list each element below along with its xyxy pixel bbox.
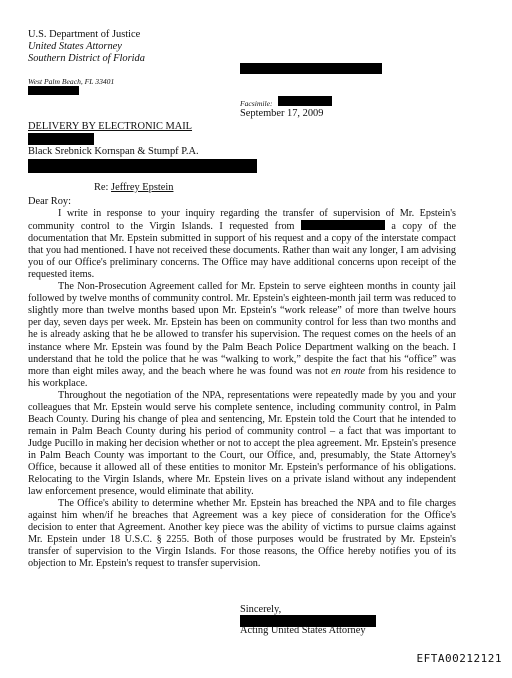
- letterhead-district: Southern District of Florida: [28, 53, 145, 64]
- redaction-block: [28, 159, 257, 173]
- letterhead-office: United States Attorney: [28, 41, 122, 52]
- paragraph-3: Throughout the negotiation of the NPA, representations were repeatedly made by you and your colleagues that Mr. Epstein would serve his complete sentence, including community control, in Palm Beach County. During his change of plea and sentencing, Mr. Epstein told the Court that he intended to remain in Palm Beach County during his period of community control – a fact that was important to Judge Pucillo in making her decision whether or not to accept the plea agreement. Mr. Epstein's presence in Palm Beach County was important to the Court, our Office, and, presumably, the State Attorney's Office, because it allowed all of these entities to monitor Mr. Epstein's performance of his obligations. Relocating to the Virgin Islands, where Mr. Epstein lives on a private island without any independent law enforcement presence, would eliminate that ability.: [28, 389, 456, 498]
- paragraph-4: The Office's ability to determine whether Mr. Epstein has breached the NPA and to file charges against him when/if he breaches that Agreement was a key piece of consideration for the Office's decision to enter that Agreement. Another key piece was the ability of victims to pursue claims against Mr. Epstein under 18 U.S.C. § 2255. Both of those purposes would be frustrated by Mr. Epstein's transfer of supervision to the Virgin Islands. For those reasons, the Office hereby notifies you of its objection to Mr. Epstein's request to transfer supervision.: [28, 498, 456, 570]
- re-subject: Jeffrey Epstein: [111, 182, 174, 193]
- facsimile-label: Facsimile:: [240, 99, 273, 108]
- letterhead-address: West Palm Beach, FL 33401: [28, 77, 115, 86]
- document-id: EFTA00212121: [416, 652, 502, 665]
- paragraph-1: [28, 208, 456, 281]
- redaction-block: [28, 86, 79, 95]
- paragraph-1-text-b: a copy of the documentation that Mr. Epstein submitted in support of his request and a copy of the interstate compact that you had mentioned. I have not received these documents. Rather than wait any longer, I am advising you of our Office's preliminary concerns. The Office may have additional concerns upon receipt of the requested items.: [28, 221, 456, 281]
- paragraph-1-text-a: I write in response to your inquiry regarding the transfer of supervision of Mr. Epstein's community control to the Virgin Islands. I requested from: [28, 208, 456, 233]
- letter-date: September 17, 2009: [240, 108, 324, 119]
- re-line: [94, 182, 173, 194]
- signature-title: Acting United States Attorney: [240, 625, 366, 636]
- redaction-block: [28, 133, 94, 145]
- redaction-block: [240, 63, 382, 74]
- paragraph-2-text: The Non-Prosecution Agreement called for Mr. Epstein to serve eighteen months in county jail followed by twelve months of community control. Mr. Epstein's eighteen-month jail term was reduced to slightly more than twelve months based upon Mr. Epstein's “work release” of more than twelve hours per day, seven days per week. Mr. Epstein has been on community control for less than two months and he is already asking that he be allowed to transfer his supervision. The request comes on the heels of an instance where Mr. Epstein was found by the Palm Beach Police Department walking on the beach. I understand that he told the police that he was “walking to work,” despite the fact that his “office” was more than eight miles away, and the beach where he was found was not: [28, 281, 456, 377]
- letter-body: [28, 208, 456, 570]
- redaction-inline: [301, 220, 385, 230]
- paragraph-2: [28, 281, 456, 389]
- paragraph-2-italic: en route: [331, 365, 366, 377]
- recipient-firm: Black Srebnick Kornspan & Stumpf P.A.: [28, 146, 199, 157]
- paragraph-2-end: from his residence to his workplace.: [28, 365, 457, 389]
- redaction-block: [278, 96, 332, 106]
- salutation: Dear Roy:: [28, 196, 71, 207]
- re-label: Re:: [94, 182, 109, 193]
- delivery-method: DELIVERY BY ELECTRONIC MAIL: [28, 121, 193, 132]
- letterhead-dept: U.S. Department of Justice: [28, 29, 141, 40]
- closing: Sincerely,: [240, 604, 282, 615]
